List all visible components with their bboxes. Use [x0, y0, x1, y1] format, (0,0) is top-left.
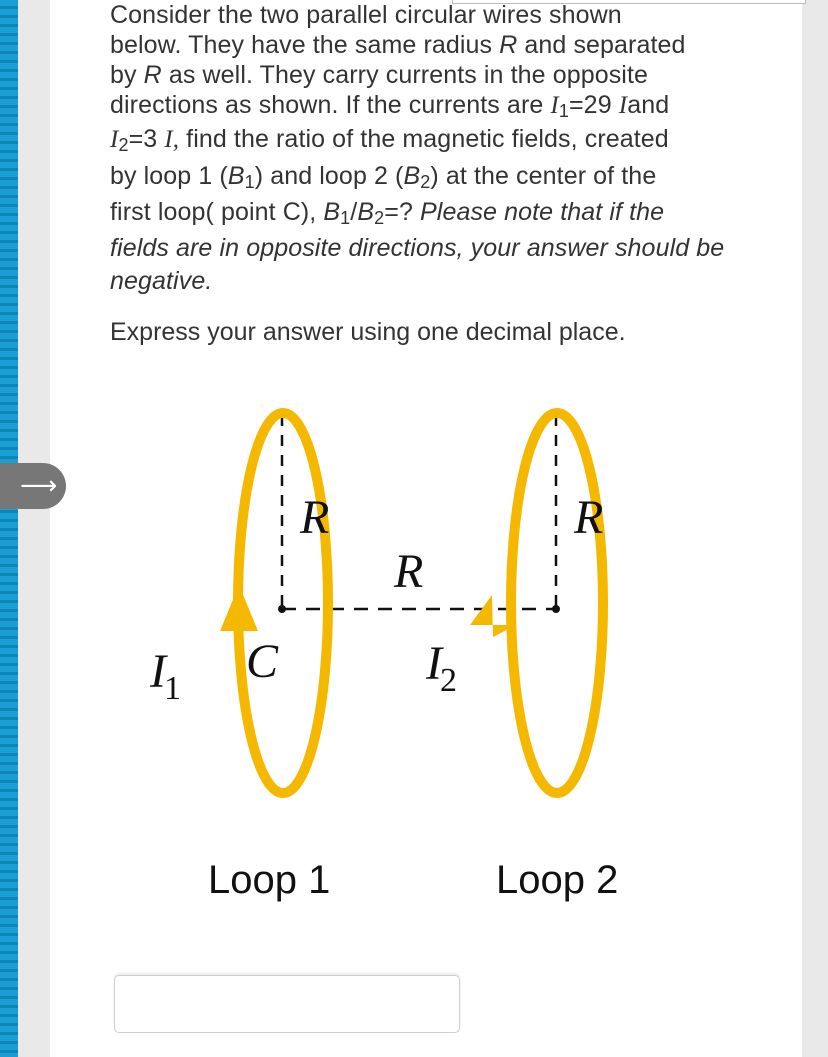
center-c-label: C: [246, 635, 279, 688]
answer-input[interactable]: [114, 975, 460, 1033]
side-stripe: [0, 0, 18, 1057]
loop1-center-dot: [278, 605, 286, 613]
right-arrow-icon: ⟶: [20, 470, 58, 500]
loop2-label: Loop 2: [496, 858, 619, 902]
loop1-radius-label: R: [300, 491, 330, 544]
question-line-6: by loop 1 $(B_1)$ and loop 2 $(B_2)$ at the center of the: [110, 162, 657, 192]
question-line-7: first loop( point C), $B_1/B_2=$? Please note that if the: [110, 198, 665, 228]
question-line-4: directions as shown. If the currents are $I_1=29$ Iand: [110, 91, 670, 121]
loop2-center-dot: [552, 605, 560, 613]
question-line-2: below. They have the same radius R and separated: [110, 31, 686, 59]
next-arrow-tab[interactable]: [0, 463, 66, 509]
answer-instruction: Express your answer using one decimal place.: [110, 318, 626, 346]
question-line-5: $I_2=3$ I, find the ratio of the magnetic fields, created: [110, 125, 669, 155]
question-note-line-2: fields are in opposite directions, your answer should be: [110, 234, 725, 262]
question-text: [110, 0, 760, 296]
loops-diagram: [140, 395, 660, 915]
loop1-label: Loop 1: [208, 858, 331, 902]
question-line-3: by R as well. They carry currents in the opposite: [110, 61, 649, 89]
current2-label: I2: [426, 637, 457, 699]
question-line-1: Consider the two parallel circular wires shown: [110, 1, 622, 29]
current1-label: I1: [150, 645, 181, 707]
question-note-line-3: negative.: [110, 267, 213, 295]
loop2-radius-label: R: [574, 491, 604, 544]
current1-up-arrow-icon: [220, 585, 258, 631]
separation-label: R: [394, 545, 424, 598]
